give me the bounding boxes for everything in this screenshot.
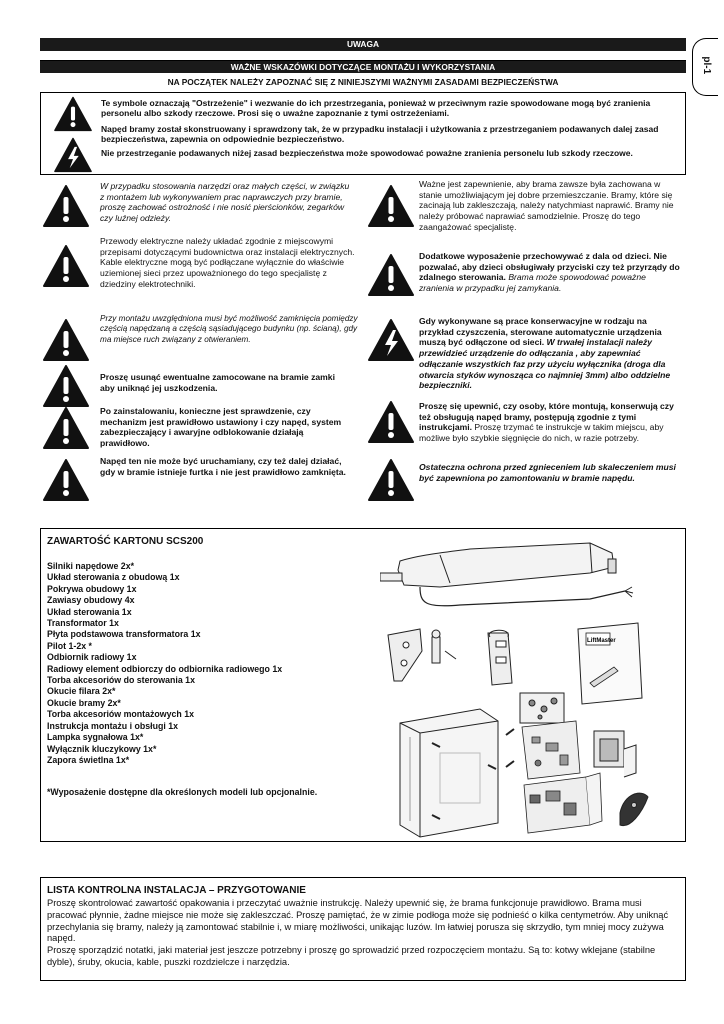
list-item: Pokrywa obudowy 1x bbox=[47, 583, 137, 594]
uwaga-bar: UWAGA bbox=[40, 38, 686, 51]
warning-icon bbox=[42, 318, 90, 362]
warning-icon bbox=[367, 458, 415, 502]
warning-check: Po zainstalowaniu, konieczne jest sprawdzenie, czy mechanizm jest prawidłowo ustawiony i czy napęd, system zabezpieczający i awaryjne odblokowanie działają prawidłowo. bbox=[100, 406, 342, 449]
list-item: Transformator 1x bbox=[47, 618, 119, 629]
warning-icon bbox=[42, 184, 90, 228]
list-item: Radiowy element odbiorczy do odbiornika radiowego 1x bbox=[47, 663, 283, 674]
intro-paragraph-3: Nie przestrzeganie podawanych niżej zasad bezpieczeństwa może spowodować poważne zranienia personelu lub szkody rzeczowe. bbox=[101, 148, 633, 158]
list-item: Odbiornik radiowy 1x bbox=[47, 652, 137, 663]
warning-icon bbox=[367, 400, 415, 444]
warning-instructions-bold: Proszę się upewnić, czy osoby, które montują, konserwują czy też obsługują napęd bramy, postępują zgodnie z tymi instrukcjami. bbox=[419, 401, 674, 433]
accessory-bag-illustration bbox=[520, 693, 564, 723]
warning-icon bbox=[53, 96, 93, 132]
list-item: Lampka sygnałowa 1x* bbox=[47, 732, 144, 743]
warning-icon bbox=[367, 253, 415, 297]
receiver-illustration bbox=[524, 773, 602, 833]
list-item: Zapora świetlna 1x* bbox=[47, 754, 130, 765]
safety-subheading: NA POCZĄTEK NALEŻY ZAPOZNAĆ SIĘ Z NINIEJSZYMI WAŻNYMI ZASADAMI BEZPIECZEŃSTWA bbox=[167, 77, 559, 87]
contents-footnote: *Wyposażenie dostępne dla określonych modeli lub opcjonalnie. bbox=[47, 787, 318, 797]
warning-final: Ostateczna ochrona przed zgnieceniem lub skaleczeniem musi być zapewniona po zamontowaniu w bramie napędu. bbox=[419, 462, 676, 483]
list-item: Okucie filara 2x* bbox=[47, 686, 116, 697]
list-item: Torba akcesoriów montażowych 1x bbox=[47, 709, 194, 720]
list-item: Układ sterowania 1x bbox=[47, 606, 132, 617]
warning-disconnect bbox=[419, 316, 681, 391]
warning-locks: Proszę usunąć ewentualne zamocowane na bramie zamki aby uniknąć jej uszkodzenia. bbox=[100, 372, 335, 393]
warning-crush: Przy montażu uwzględniona musi być możliwość zamknięcia pomiędzy częścią napędzaną a częścią sąsiadującego budynku (np. ścianą), gdy ma miejsce ruch związany z otwieraniem. bbox=[100, 314, 358, 344]
warning-icon bbox=[367, 184, 415, 228]
checklist-title: LISTA KONTROLNA INSTALACJA – PRZYGOTOWANIE bbox=[47, 885, 306, 896]
list-item: Instrukcja montażu i obsługi 1x bbox=[47, 720, 178, 731]
page-label: pl-1 bbox=[701, 56, 713, 75]
warning-cables: Przewody elektryczne należy układać zgodnie z miejscowymi przepisami dotyczącymi budownictwa oraz instalacji elektrycznych. Kable elektryczne mogą być podłączane wyłącznie do właściwie uziemionej sieci przez upoważnionego do tego specjalistę z dziedziny elektrotechniki. bbox=[100, 236, 355, 289]
remote-illustration bbox=[620, 793, 648, 825]
checklist-text bbox=[47, 898, 677, 969]
list-item: Silniki napędowe 2x* bbox=[47, 561, 135, 571]
warning-maintain: Ważne jest zapewnienie, aby brama zawsze była zachowana w stanie umożliwiającym jej dobre przemieszczanie. Bramy, które się zacinają lub zakleszczają, należy natychmiast naprawić. Bramy nie należy próbować naprawiać samodzielnie. Proszę do tego zaangażować specjalistę. bbox=[419, 179, 674, 232]
warning-wicket: Napęd ten nie może być uruchamiany, czy też dalej działać, gdy w bramie istnieje furtka i nie jest prawidłowo zamknięta. bbox=[100, 456, 346, 477]
warning-disconnect-bold: Gdy wykonywane są prace konserwacyjne w rodzaju na przykład czyszczenia, sterowane automatycznie urządzenia muszą być odłączone od sieci. bbox=[419, 316, 662, 348]
title-bar: WAŻNE WSKAZÓWKI DOTYCZĄCE MONTAŻU I WYKORZYSTANIA bbox=[40, 61, 686, 73]
list-item: Torba akcesoriów do sterowania 1x bbox=[47, 675, 195, 686]
warning-children-bold: Dodatkowe wyposażenie przechowywać z dala od dzieci. Nie pozwalać, aby dzieci obsługiwały przyciski czy też przyrządy do zdalnego sterowania. bbox=[419, 251, 680, 283]
transformer-illustration bbox=[594, 731, 636, 777]
warning-icon bbox=[42, 364, 90, 408]
list-item: Wyłącznik kluczykowy 1x* bbox=[47, 743, 157, 754]
warning-children bbox=[419, 251, 681, 294]
warning-disconnect-bolditalic: W trwałej instalacji należy przewidzieć urządzenie do odłączania , aby zapewniać odłączanie wszystkich faz przy użyciu wyłącznika (droga dla otwarcia styków wynosząca co najmniej 3mm) albo oddzielne bezpieczniki. bbox=[419, 337, 671, 391]
intro-paragraph-2: Napęd bramy został skonstruowany i sprawdzony tak, że w przypadku instalacji i użytkowania z przestrzeganiem podawanych dalej zasad bezpieczeństwa, zapewnia on odpowiednie bezpieczeństwo. bbox=[101, 124, 659, 145]
high-voltage-icon bbox=[53, 137, 93, 173]
warning-icon bbox=[42, 244, 90, 288]
page-tab bbox=[692, 38, 718, 96]
list-item: Pilot 1-2x * bbox=[47, 640, 92, 651]
parts-illustration bbox=[380, 533, 680, 838]
list-item: Płyta podstawowa transformatora 1x bbox=[47, 629, 201, 640]
circuit-board-illustration bbox=[522, 721, 580, 779]
bracket-illustration bbox=[388, 629, 512, 685]
contents-list bbox=[47, 561, 282, 766]
warning-instructions-normal: Proszę trzymać te instrukcje w takim miejscu, aby możliwe było szybkie sięgnięcie do nich, w razie potrzeby. bbox=[419, 422, 664, 444]
checklist-paragraph-1: Proszę skontrolować zawartość opakowania i przeczytać uważnie instrukcję. Należy upewnić się, że brama funkcjonuje prawidłowo. Brama musi pracować płynnie, żadne miejsce nie może się zakleszczać. Proszę pamiętać, że w zimie podłoga może się podnieść o kilka centymetrów. Aby uniknąć przechylania się bramy, należy ją zamontować stabilnie i, w miarę możliwości, unikając luzów. Im łatwiej porusza się skrzydło, tym mniej mocy zużywa napęd. bbox=[47, 898, 669, 944]
warning-instructions bbox=[419, 401, 681, 444]
intro-paragraph-1: Te symbole oznaczają "Ostrzeżenie" i wezwanie do ich przestrzegania, ponieważ w przeciwnym razie spowodowane mogą być zranienia personelu albo szkody rzeczowe. Prosi się o uważne zapoznanie z tymi ostrzeżeniami. bbox=[101, 98, 651, 119]
list-item: Zawiasy obudowy 4x bbox=[47, 595, 135, 606]
manual-logo: LiftMaster bbox=[587, 638, 616, 644]
manual-illustration bbox=[578, 623, 642, 704]
control-housing-illustration bbox=[400, 709, 514, 837]
warning-tools: W przypadku stosowania narzędzi oraz małych części, w związku z montażem lub wykonywaniem prac naprawczych przy bramie, proszę zachować ostrożność i nie nosić pierścionków, zegarków czy luźnej odzieży. bbox=[100, 181, 350, 224]
warning-children-italic: Brama może spowodować poważne zranienia w przypadku jej zamykania. bbox=[419, 272, 646, 294]
list-item: Układ sterowania z obudową 1x bbox=[47, 572, 180, 583]
checklist-paragraph-2: Proszę sporządzić notatki, jaki materiał jest jeszcze potrzebny i proszę go sprowadzić przed rozpoczęciem montażu. Są to: kotwy wklejane (stabilne dyble), śruby, okucia, kable, puszki rozdzielcze i narzędzia. bbox=[47, 945, 656, 967]
contents-title: ZAWARTOŚĆ KARTONU SCS200 bbox=[47, 536, 204, 547]
intro-box bbox=[40, 92, 686, 175]
warning-icon bbox=[42, 458, 90, 502]
motor-arm-illustration bbox=[380, 543, 633, 606]
high-voltage-icon bbox=[367, 318, 415, 362]
warning-icon bbox=[42, 406, 90, 450]
list-item: Okucie bramy 2x* bbox=[47, 697, 121, 708]
